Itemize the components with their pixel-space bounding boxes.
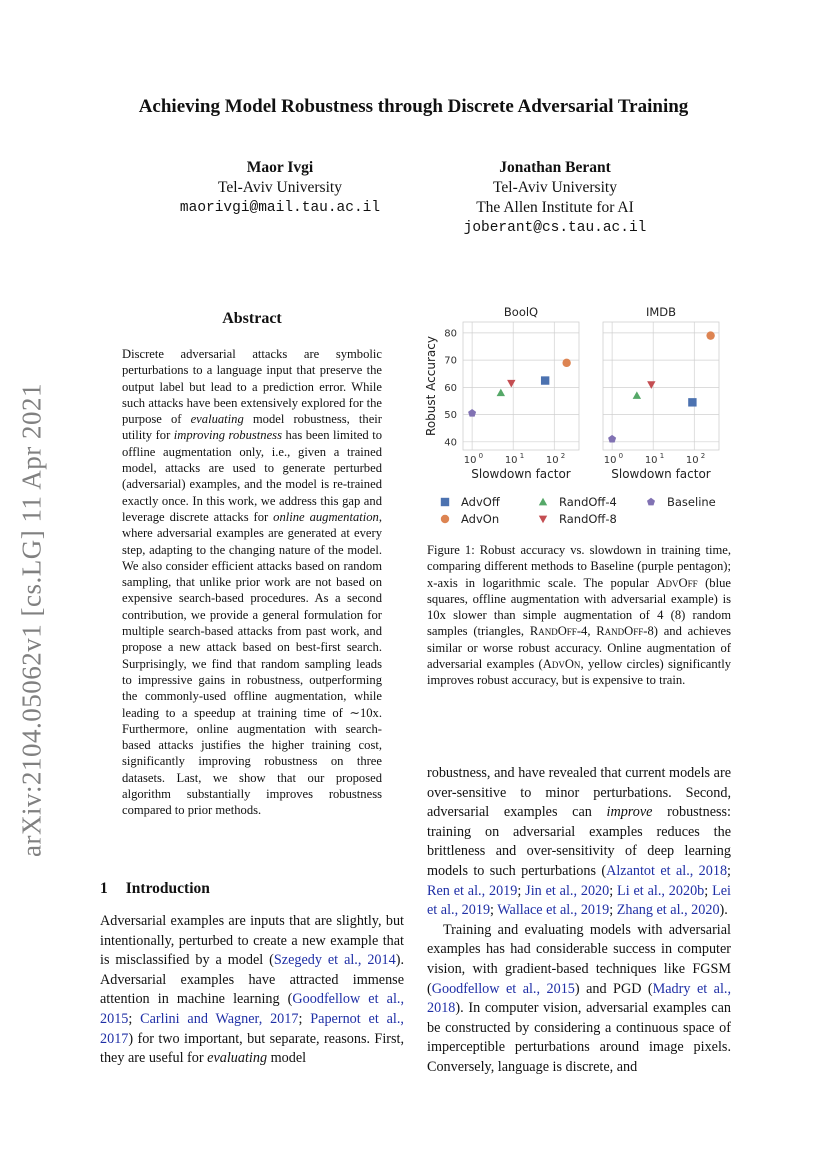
abstract-span: has been limited to offline augmentation only, i.e., given a trained model, attacks are used to generate perturbed (adversarial) examples, and the model is re-trained exactly once. In this work, we address this gap and leverage discrete attacks for (122, 428, 382, 524)
abstract-emphasis: online augmentation (273, 509, 379, 524)
section-heading (100, 880, 210, 898)
data-point-advoff (541, 376, 549, 384)
citation-link[interactable]: Ren et al., 2019 (427, 882, 518, 899)
text-span: robustness, and have revealed that current models are over-sensitive to minor perturbations. Second, adversarial examples can (427, 765, 731, 821)
paragraph (427, 764, 731, 921)
panel-title: BoolQ (503, 305, 539, 319)
author-name: Maor Ivgi (246, 159, 314, 176)
intro-left-column (100, 912, 404, 1069)
caption-span: (blue squares, offline augmentation with adversarial example) is 10x slower than simple augmentation of 4 (8) random samples (triangles, (427, 575, 731, 639)
text-span: ; (704, 882, 713, 899)
text-span: ; (298, 1010, 311, 1027)
abstract-heading: Abstract (222, 310, 282, 327)
figure-1-chart (415, 300, 735, 535)
author-email: joberant@cs.tau.ac.il (463, 220, 647, 236)
caption-smallcaps: AdvOff (656, 575, 698, 590)
author-email: maorivgi@mail.tau.ac.il (179, 200, 381, 216)
author-affiliation: Tel-Aviv University (493, 179, 617, 196)
abstract-emphasis: improving robustness (173, 428, 282, 443)
author-block-2 (420, 158, 690, 238)
citation-link[interactable]: Lei et al., 2019 (427, 882, 731, 919)
data-point-advon (562, 359, 570, 367)
author-affiliation: The Allen Institute for AI (476, 199, 634, 216)
x-tick-exponent: 0 (618, 452, 624, 460)
x-tick-label: 10 (603, 455, 617, 466)
legend-marker-advon (441, 515, 449, 523)
emphasis: improve (606, 804, 653, 821)
x-tick-label: 10 (685, 455, 699, 466)
caption-span: Figure 1: Robust accuracy vs. slowdown in training time, comparing different methods to Baseline (purple pentagon); x-axis in logarithmic scale. The popular (427, 543, 731, 590)
x-tick-exponent: 0 (478, 452, 484, 460)
caption-smallcaps: AdvOn (542, 657, 581, 672)
x-tick-label: 10 (644, 455, 658, 466)
citation-link[interactable]: Papernot et al., 2017 (100, 1010, 404, 1047)
text-span: ; (517, 882, 526, 899)
x-tick-exponent: 1 (659, 452, 665, 460)
citation-link[interactable]: Jin et al., 2020 (525, 882, 610, 899)
abstract-span: , where adversarial examples are generated at every step, adapting to the changing nature of the model. We also consider efficient attacks based on random sampling, that unlike prior work are not based on expensive search-based procedures. As a second contribution, we provide a general formulation for multiple search-based attacks from past work, and propose a new attack based on best-first search. Surprisingly, we find that random sampling leads to impressive gains in robustness, outperforming the commonly-used offline augmentation, while leading to a speedup at training time of ∼10x. Furthermore, online augmentation with search-based attacks justifies the higher training cost, significantly improving robustness on three datasets. Last, we show that our proposed algorithm substantially improves robustness compared to prior methods. (122, 509, 382, 818)
figure-caption (427, 542, 731, 689)
text-span: ). Adversarial examples have attracted immense attention in machine learning ( (100, 952, 404, 1008)
intro-right-column (427, 764, 731, 1078)
arxiv-identifier: arXiv:2104.05062v1 [cs.LG] 11 Apr 2021 (16, 383, 47, 857)
legend-label: RandOff-4 (559, 495, 617, 509)
figure-1 (415, 300, 735, 535)
caption-span: -4, (576, 624, 597, 639)
panel-title: IMDB (645, 305, 677, 319)
legend-label: Baseline (667, 495, 716, 509)
citation-link[interactable]: Madry et al., 2018 (427, 980, 731, 1017)
paragraph (427, 921, 731, 1078)
citation-link[interactable]: Alzantot et al., 2018 (606, 862, 728, 879)
text-span: Training and evaluating models with adversarial examples has had considerable success in computer vision, with gradient-based techniques like FGSM ( (427, 921, 731, 997)
citation-link[interactable]: Szegedy et al., 2014 (273, 952, 396, 969)
y-tick-label: 40 (444, 437, 457, 449)
abstract-span: model robustness, their utility for (122, 412, 382, 443)
text-span: model (267, 1050, 307, 1067)
plot-area (463, 322, 579, 450)
text-span: Adversarial examples are inputs that are slightly, but intentionally, perturbed to create a new example that is misclassified by a model ( (100, 913, 404, 969)
x-tick-label: 10 (463, 455, 477, 466)
x-axis-label: Slowdown factor (611, 467, 711, 481)
emphasis: evaluating (207, 1050, 268, 1067)
citation-link[interactable]: Goodfellow et al., 2015 (100, 991, 404, 1027)
text-span: ; (609, 902, 617, 919)
abstract-span: Discrete adversarial attacks are symbolic perturbations to a language input that preserve the output label but lead to a prediction error. While such attacks have been extensively explored for the purpose of (122, 347, 382, 427)
text-span: robustness: training on adversarial examples reduces the brittleness and over-sensitivity of deep learning models to such perturbations ( (427, 804, 731, 879)
text-span: ). In computer vision, adversarial examples can be constructed by considering a continuous space of imperceptible perturbations around image pixels. Conversely, language is discrete, and (427, 1000, 731, 1075)
citation-link[interactable]: Goodfellow et al., 2015 (431, 980, 575, 997)
section-title: Introduction (125, 880, 210, 897)
y-axis-label: Robust Accuracy (424, 336, 438, 436)
y-tick-label: 50 (444, 410, 457, 422)
data-point-advoff (688, 398, 696, 406)
legend-marker-randoff-4 (539, 498, 547, 506)
x-tick-exponent: 2 (700, 452, 706, 460)
plot-area (603, 322, 719, 450)
x-tick-exponent: 1 (519, 452, 525, 460)
paragraph (100, 912, 404, 1069)
caption-smallcaps: RandOff (529, 624, 577, 639)
paper-title: Achieving Model Robustness through Discrete Adversarial Training (138, 96, 689, 117)
author-block-1 (150, 158, 410, 218)
legend-marker-advoff (441, 498, 449, 506)
legend-marker-randoff-8 (539, 516, 547, 524)
x-tick-label: 10 (545, 455, 559, 466)
citation-link[interactable]: Carlini and Wagner, 2017 (140, 1010, 299, 1027)
text-span: ) and PGD ( (574, 980, 653, 997)
caption-span: , yellow circles) significantly improves robust accuracy, but is expensive to train. (427, 657, 731, 688)
abstract-emphasis: evaluating (190, 412, 244, 427)
section-number: 1 (100, 880, 108, 897)
x-tick-exponent: 2 (560, 452, 566, 460)
legend-marker-baseline (647, 498, 655, 506)
text-span: ; (490, 902, 498, 919)
legend-label: RandOff-8 (559, 512, 617, 526)
y-tick-label: 80 (444, 328, 457, 340)
caption-span: -8) and achieves similar or worse robust accuracy. Online augmentation of adversarial examples ( (427, 624, 731, 672)
text-span: ; (727, 862, 731, 879)
abstract-text (122, 346, 382, 819)
y-tick-label: 70 (444, 355, 457, 367)
x-axis-label: Slowdown factor (471, 467, 571, 481)
author-affiliation: Tel-Aviv University (218, 179, 342, 196)
text-span: ; (128, 1010, 141, 1027)
text-span: ) for two important, but separate, reasons. First, they are useful for (100, 1030, 404, 1067)
citation-link[interactable]: Li et al., 2020b (617, 882, 705, 899)
text-span: ). (719, 902, 728, 919)
author-name: Jonathan Berant (499, 159, 611, 176)
text-span: ; (609, 882, 618, 899)
citation-link[interactable]: Wallace et al., 2019 (497, 902, 610, 919)
legend-label: AdvOff (461, 495, 500, 509)
arxiv-sidebar (12, 360, 52, 880)
legend-label: AdvOn (461, 512, 500, 526)
data-point-advon (706, 331, 714, 339)
x-tick-label: 10 (504, 455, 518, 466)
caption-smallcaps: RandOff (596, 624, 644, 639)
y-tick-label: 60 (444, 382, 457, 394)
citation-link[interactable]: Zhang et al., 2020 (616, 902, 720, 919)
